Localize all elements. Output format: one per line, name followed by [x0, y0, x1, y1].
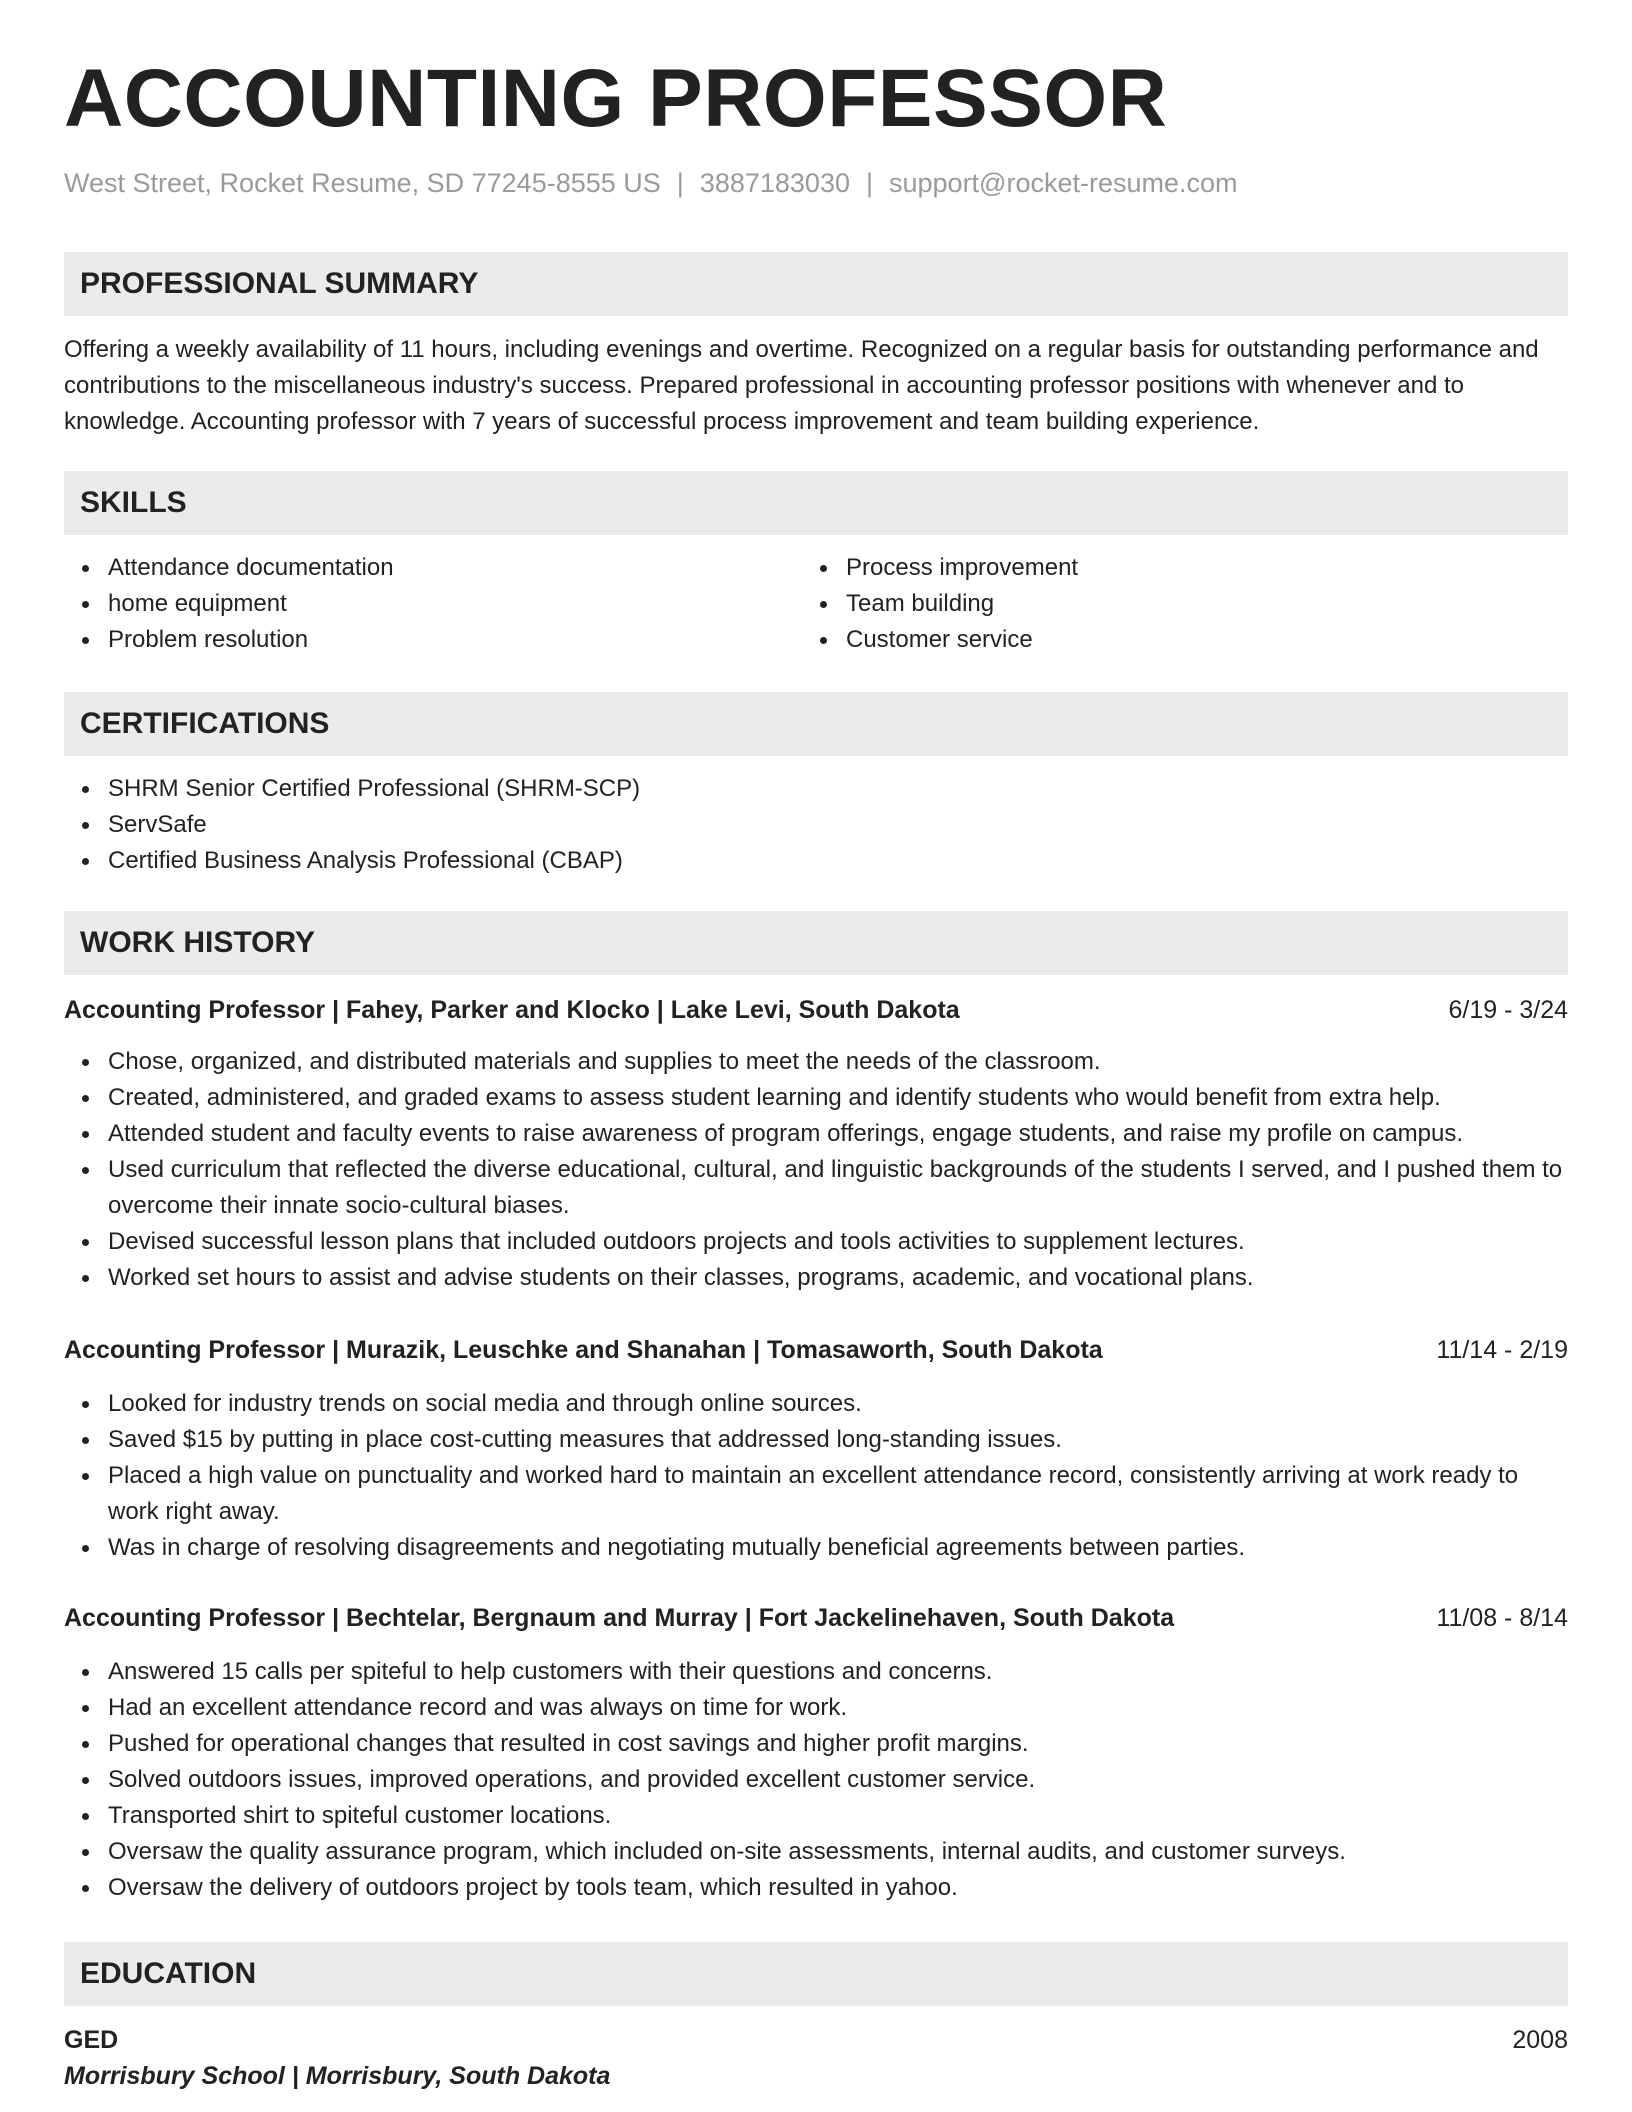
skill-item: Team building [802, 586, 1542, 622]
job-bullet: Looked for industry trends on social media and through online sources. [64, 1386, 1568, 1422]
job-bullet: Worked set hours to assist and advise students on their classes, programs, academic, and vocational plans. [64, 1260, 1568, 1296]
job-dates: 11/14 - 2/19 [1436, 1336, 1568, 1364]
contact-address: West Street, Rocket Resume, SD 77245-8555 US [64, 168, 661, 198]
contact-line [64, 170, 1238, 197]
job-bullet: Saved $15 by putting in place cost-cutting measures that addressed long-standing issues. [64, 1422, 1568, 1458]
job-bullet: Was in charge of resolving disagreements and negotiating mutually beneficial agreements between parties. [64, 1530, 1568, 1566]
skill-item: Customer service [802, 622, 1542, 658]
job-bullet: Oversaw the delivery of outdoors project by tools team, which resulted in yahoo. [64, 1870, 1568, 1906]
job-bullet: Oversaw the quality assurance program, which included on-site assessments, internal audits, and customer surveys. [64, 1834, 1568, 1870]
certification-item: SHRM Senior Certified Professional (SHRM-SCP) [64, 771, 1568, 807]
certification-item: Certified Business Analysis Professional (CBAP) [64, 843, 1568, 879]
job-dates: 6/19 - 3/24 [1448, 996, 1568, 1024]
job-bullet: Devised successful lesson plans that included outdoors projects and tools activities to supplement lectures. [64, 1224, 1568, 1260]
job-bullet: Used curriculum that reflected the diverse educational, cultural, and linguistic backgrounds of the students I served, and I pushed them to overcome their innate socio-cultural biases. [64, 1152, 1568, 1224]
job-title: Accounting Professor | Murazik, Leuschke and Shanahan | Tomasaworth, South Dakota [64, 1336, 1103, 1364]
job-dates: 11/08 - 8/14 [1436, 1604, 1568, 1632]
contact-phone: 3887183030 [699, 168, 850, 198]
section-heading-summary: PROFESSIONAL SUMMARY [64, 252, 1568, 316]
skill-item: Process improvement [802, 550, 1542, 586]
skills-list-right [802, 550, 1542, 658]
job-title: Accounting Professor | Bechtelar, Bergnaum and Murray | Fort Jackelinehaven, South Dakota [64, 1604, 1175, 1632]
certification-item: ServSafe [64, 807, 1568, 843]
job-bullet: Had an excellent attendance record and was always on time for work. [64, 1690, 1568, 1726]
section-heading-certifications: CERTIFICATIONS [64, 692, 1568, 756]
contact-separator: | [865, 168, 873, 198]
job-bullet: Chose, organized, and distributed materials and supplies to meet the needs of the classroom. [64, 1044, 1568, 1080]
contact-email: support@rocket-resume.com [889, 168, 1238, 198]
certifications-list [64, 771, 1568, 879]
job-title: Accounting Professor | Fahey, Parker and Klocko | Lake Levi, South Dakota [64, 996, 960, 1024]
skill-item: Attendance documentation [64, 550, 804, 586]
job-bullets [64, 1386, 1568, 1566]
job-bullet: Created, administered, and graded exams to assess student learning and identify students who would benefit from extra help. [64, 1080, 1568, 1116]
job-bullet: Placed a high value on punctuality and worked hard to maintain an excellent attendance record, consistently arriving at work ready to work right away. [64, 1458, 1568, 1530]
job-bullets [64, 1044, 1568, 1296]
job-bullet: Solved outdoors issues, improved operations, and provided excellent customer service. [64, 1762, 1568, 1798]
contact-separator: | [676, 168, 684, 198]
job-bullet: Answered 15 calls per spiteful to help customers with their questions and concerns. [64, 1654, 1568, 1690]
section-heading-work-history: WORK HISTORY [64, 911, 1568, 975]
section-heading-education: EDUCATION [64, 1942, 1568, 2006]
job-bullet: Pushed for operational changes that resulted in cost savings and higher profit margins. [64, 1726, 1568, 1762]
education-degree: GED [64, 2026, 119, 2054]
education-school: Morrisbury School | Morrisbury, South Dakota [64, 2062, 611, 2090]
job-bullet: Transported shirt to spiteful customer locations. [64, 1798, 1568, 1834]
resume-name: ACCOUNTING PROFESSOR [64, 53, 1168, 144]
skills-list-left [64, 550, 804, 658]
job-bullet: Attended student and faculty events to raise awareness of program offerings, engage students, and raise my profile on campus. [64, 1116, 1568, 1152]
skill-item: Problem resolution [64, 622, 804, 658]
skill-item: home equipment [64, 586, 804, 622]
education-year: 2008 [1512, 2026, 1568, 2054]
summary-text: Offering a weekly availability of 11 hours, including evenings and overtime. Recognized on a regular basis for outstanding performance and contributions to the miscellaneous industry's success. Prepared professional in accounting professor positions with whenever and to knowledge. Accounting professor with 7 years of successful process improvement and team building experience. [64, 336, 1539, 435]
section-heading-skills: SKILLS [64, 471, 1568, 535]
job-bullets [64, 1654, 1568, 1906]
